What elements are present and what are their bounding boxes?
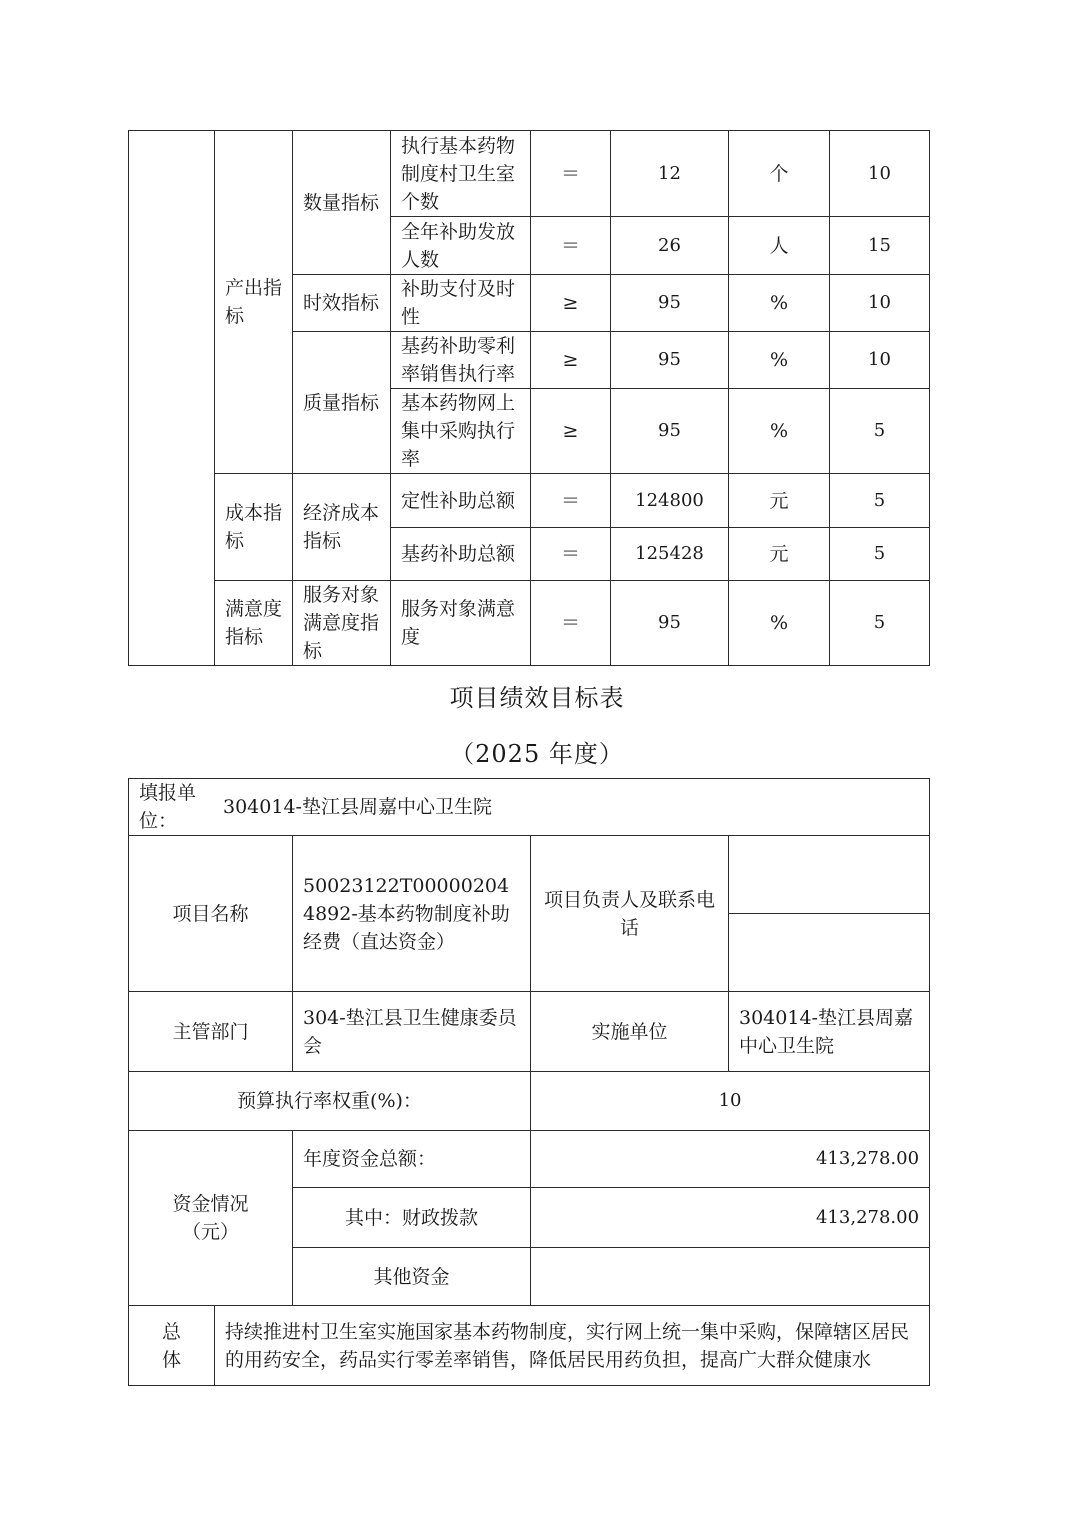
overall-goal-label: 总体 xyxy=(129,1306,215,1386)
indicator-operator: ＝ xyxy=(531,581,611,666)
timeliness-indicator-label: 时效指标 xyxy=(293,275,391,332)
quantity-indicator-label: 数量指标 xyxy=(293,131,391,275)
service-satisfaction-indicator-label: 服务对象满意度指标 xyxy=(293,581,391,666)
indicator-unit: 元 xyxy=(729,528,830,581)
indicator-unit: % xyxy=(729,275,830,332)
indicator-weight: 5 xyxy=(830,581,930,666)
indicator-operator: ＝ xyxy=(531,528,611,581)
indicator-weight: 10 xyxy=(830,332,930,389)
table-row xyxy=(129,779,930,836)
indicator-value: 124800 xyxy=(611,474,729,528)
reporting-unit-value: 304014-垫江县周嘉中心卫生院 xyxy=(223,796,492,818)
budget-rate-label: 预算执行率权重(%)： xyxy=(129,1072,531,1131)
indicator-name: 执行基本药物制度村卫生室个数 xyxy=(391,131,531,217)
dept-label: 主管部门 xyxy=(129,992,293,1072)
table-row xyxy=(129,474,930,528)
table-row xyxy=(129,581,930,666)
overall-goal-text: 持续推进村卫生室实施国家基本药物制度，实行网上统一集中采购，保障辖区居民的用药安全，药品实行零差率销售，降低居民用药负担，提高广大群众健康水 xyxy=(215,1306,930,1386)
indicator-value: 95 xyxy=(611,389,729,474)
indicator-unit: 人 xyxy=(729,217,830,275)
indicator-weight: 10 xyxy=(830,131,930,217)
indicator-operator: ＝ xyxy=(531,131,611,217)
contact-value xyxy=(729,914,930,992)
indicator-value: 125428 xyxy=(611,528,729,581)
budget-rate-value: 10 xyxy=(531,1072,930,1131)
indicator-operator: ≥ xyxy=(531,332,611,389)
indicator-weight: 5 xyxy=(830,528,930,581)
reporting-unit-label: 填报单位： xyxy=(139,782,197,832)
indicator-weight: 10 xyxy=(830,275,930,332)
indicator-operator: ≥ xyxy=(531,389,611,474)
indicator-unit: % xyxy=(729,581,830,666)
table-row xyxy=(129,131,930,217)
dept-value: 304-垫江县卫生健康委员会 xyxy=(293,992,531,1072)
indicator-value: 95 xyxy=(611,332,729,389)
annual-total-value: 413,278.00 xyxy=(531,1131,930,1188)
impl-unit-value: 304014-垫江县周嘉中心卫生院 xyxy=(729,992,930,1072)
fiscal-funds-value: 413,278.00 xyxy=(531,1188,930,1248)
indicator-operator: ＝ xyxy=(531,217,611,275)
page-subtitle-year: （2025 年度） xyxy=(450,740,624,768)
indicator-weight: 15 xyxy=(830,217,930,275)
other-funds-label: 其他资金 xyxy=(293,1248,531,1306)
indicator-name: 基本药物网上集中采购执行率 xyxy=(391,389,531,474)
table-row xyxy=(129,1131,930,1188)
indicator-name: 定性补助总额 xyxy=(391,474,531,528)
reporting-unit-row xyxy=(129,779,930,836)
indicator-unit: 个 xyxy=(729,131,830,217)
indicator-name: 补助支付及时性 xyxy=(391,275,531,332)
table-row xyxy=(129,1072,930,1131)
satisfaction-indicator-label: 满意度指标 xyxy=(215,581,293,666)
indicator-value: 26 xyxy=(611,217,729,275)
output-indicator-label: 产出指标 xyxy=(215,131,293,474)
cost-indicator-label: 成本指标 xyxy=(215,474,293,581)
indicator-name: 基药补助总额 xyxy=(391,528,531,581)
indicator-value: 95 xyxy=(611,275,729,332)
contact-label: 项目负责人及联系电话 xyxy=(531,836,729,992)
project-name-value: 50023122T000002044892-基本药物制度补助经费（直达资金） xyxy=(293,836,531,992)
blank-cell xyxy=(129,131,215,666)
indicator-value: 95 xyxy=(611,581,729,666)
indicator-unit: % xyxy=(729,332,830,389)
page-title: 项目绩效目标表 xyxy=(449,684,625,712)
indicator-operator: ＝ xyxy=(531,474,611,528)
annual-total-label: 年度资金总额： xyxy=(293,1131,531,1188)
indicator-name: 服务对象满意度 xyxy=(391,581,531,666)
indicator-value: 12 xyxy=(611,131,729,217)
project-name-label: 项目名称 xyxy=(129,836,293,992)
economic-cost-indicator-label: 经济成本指标 xyxy=(293,474,391,581)
indicator-weight: 5 xyxy=(830,389,930,474)
indicator-name: 全年补助发放人数 xyxy=(391,217,531,275)
indicator-weight: 5 xyxy=(830,474,930,528)
contact-value xyxy=(729,836,930,914)
project-info-table xyxy=(128,778,930,1386)
indicator-unit: % xyxy=(729,389,830,474)
table-row xyxy=(129,836,930,914)
quality-indicator-label: 质量指标 xyxy=(293,332,391,474)
funds-label: 资金情况（元） xyxy=(129,1131,293,1306)
table-row xyxy=(129,992,930,1072)
fiscal-funds-label: 其中：财政拨款 xyxy=(293,1188,531,1248)
other-funds-value xyxy=(531,1248,930,1306)
impl-unit-label: 实施单位 xyxy=(531,992,729,1072)
indicator-unit: 元 xyxy=(729,474,830,528)
indicator-name: 基药补助零利率销售执行率 xyxy=(391,332,531,389)
indicator-operator: ≥ xyxy=(531,275,611,332)
table-row xyxy=(129,1306,930,1386)
performance-indicator-table xyxy=(128,130,930,666)
